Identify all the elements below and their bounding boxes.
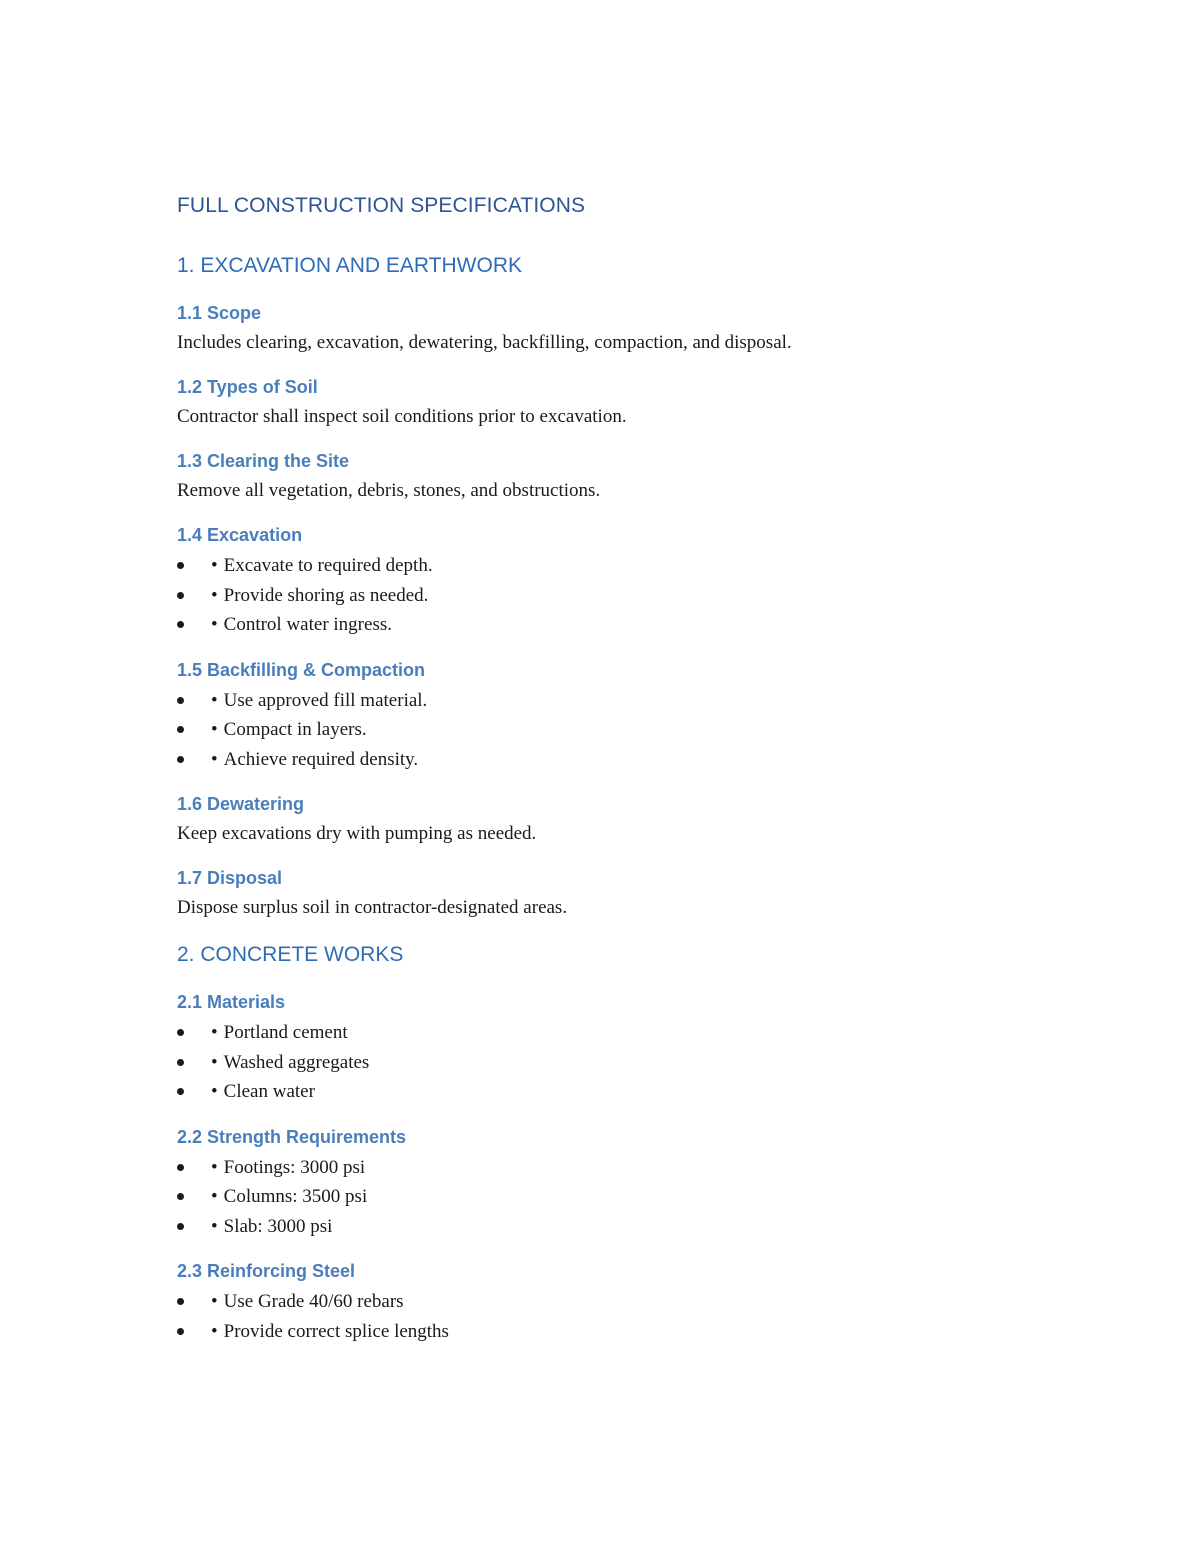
list-item-text: Compact in layers.: [223, 719, 367, 740]
list-item: [177, 1153, 1077, 1183]
bullet-icon: [177, 1088, 184, 1095]
subsection-heading: 2.2 Strength Requirements: [177, 1126, 407, 1147]
list-item-text: Clean water: [223, 1081, 315, 1102]
paragraph: Keep excavations dry with pumping as needed.: [177, 823, 537, 844]
subsection: [177, 657, 1077, 775]
list-item-text: Portland cement: [223, 1022, 348, 1043]
list-item-text: Columns: 3500 psi: [223, 1186, 368, 1207]
inline-bullet-glyph: •: [211, 614, 218, 635]
document-page: [177, 190, 1077, 1363]
inline-bullet-glyph: •: [211, 1022, 218, 1043]
subsection-heading: 1.2 Types of Soil: [177, 377, 318, 397]
list-item-text: Excavate to required depth.: [223, 555, 433, 576]
list-item: [177, 1317, 1077, 1347]
list-item-text: Provide correct splice lengths: [223, 1320, 449, 1342]
subsection-heading: 1.4 Excavation: [177, 525, 303, 545]
list-item: [177, 1018, 1077, 1048]
bullet-icon: [177, 756, 184, 763]
bullet-icon: [177, 697, 184, 704]
subsection: [177, 791, 1077, 848]
list-item-text: Slab: 3000 psi: [223, 1215, 333, 1237]
section-heading: 1. EXCAVATION AND EARTHWORK: [177, 254, 523, 277]
bullet-list: [177, 686, 1077, 775]
list-item-text: Provide shoring as needed.: [223, 584, 429, 606]
subsection-heading: 2.3 Reinforcing Steel: [177, 1261, 356, 1281]
list-item: [177, 686, 1077, 716]
inline-bullet-glyph: •: [211, 1156, 218, 1178]
bullet-icon: [177, 726, 184, 733]
list-item-text: Control water ingress.: [223, 614, 392, 635]
bullet-list: [177, 1018, 1077, 1107]
list-item-text: Use approved fill material.: [223, 689, 428, 711]
bullet-icon: [177, 592, 184, 599]
bullet-list: [177, 551, 1077, 640]
section: [177, 250, 1077, 922]
section: [177, 939, 1077, 1346]
subsection: [177, 448, 1077, 505]
inline-bullet-glyph: •: [211, 1291, 218, 1312]
subsection-heading: 1.6 Dewatering: [177, 794, 305, 814]
subsection: [177, 374, 1077, 431]
list-item: [177, 1048, 1077, 1078]
subsection: [177, 300, 1077, 357]
inline-bullet-glyph: •: [211, 748, 218, 770]
bullet-list: [177, 1287, 1077, 1346]
inline-bullet-glyph: •: [211, 1051, 218, 1073]
list-item-text: Washed aggregates: [223, 1051, 370, 1073]
bullet-icon: [177, 1193, 184, 1200]
subsection: [177, 989, 1077, 1107]
list-item-text: Footings: 3000 psi: [223, 1156, 366, 1178]
subsection: [177, 1258, 1077, 1346]
subsection-heading: 1.5 Backfilling & Compaction: [177, 659, 426, 680]
section-heading: 2. CONCRETE WORKS: [177, 943, 404, 966]
list-item: [177, 551, 1077, 581]
bullet-icon: [177, 1223, 184, 1230]
subsection: [177, 865, 1077, 922]
paragraph: Remove all vegetation, debris, stones, and obstructions.: [177, 480, 601, 501]
inline-bullet-glyph: •: [211, 555, 218, 576]
paragraph: Includes clearing, excavation, dewatering, backfilling, compaction, and disposal.: [177, 332, 792, 353]
bullet-icon: [177, 1298, 184, 1305]
inline-bullet-glyph: •: [211, 1320, 218, 1342]
list-item: [177, 1182, 1077, 1212]
list-item: [177, 1077, 1077, 1107]
list-item: [177, 1287, 1077, 1317]
list-item: [177, 610, 1077, 640]
inline-bullet-glyph: •: [211, 689, 218, 711]
subsection-heading: 1.3 Clearing the Site: [177, 451, 350, 471]
list-item: [177, 715, 1077, 745]
paragraph: Dispose surplus soil in contractor-designated areas.: [177, 897, 568, 918]
inline-bullet-glyph: •: [211, 584, 218, 606]
inline-bullet-glyph: •: [211, 1081, 218, 1102]
document-body: [177, 250, 1077, 1346]
inline-bullet-glyph: •: [211, 719, 218, 740]
list-item-text: Achieve required density.: [223, 748, 419, 770]
document-title: FULL CONSTRUCTION SPECIFICATIONS: [177, 194, 586, 217]
subsection: [177, 1124, 1077, 1242]
bullet-icon: [177, 1164, 184, 1171]
inline-bullet-glyph: •: [211, 1186, 218, 1207]
subsection-heading: 1.1 Scope: [177, 303, 262, 323]
subsection-heading: 1.7 Disposal: [177, 868, 283, 888]
bullet-list: [177, 1153, 1077, 1242]
bullet-icon: [177, 1029, 184, 1036]
bullet-icon: [177, 562, 184, 569]
subsection-heading: 2.1 Materials: [177, 992, 286, 1012]
bullet-icon: [177, 621, 184, 628]
list-item: [177, 745, 1077, 775]
subsection: [177, 522, 1077, 640]
bullet-icon: [177, 1059, 184, 1066]
inline-bullet-glyph: •: [211, 1215, 218, 1237]
bullet-icon: [177, 1328, 184, 1335]
list-item: [177, 581, 1077, 611]
paragraph: Contractor shall inspect soil conditions prior to excavation.: [177, 406, 627, 427]
list-item: [177, 1212, 1077, 1242]
list-item-text: Use Grade 40/60 rebars: [223, 1291, 404, 1312]
